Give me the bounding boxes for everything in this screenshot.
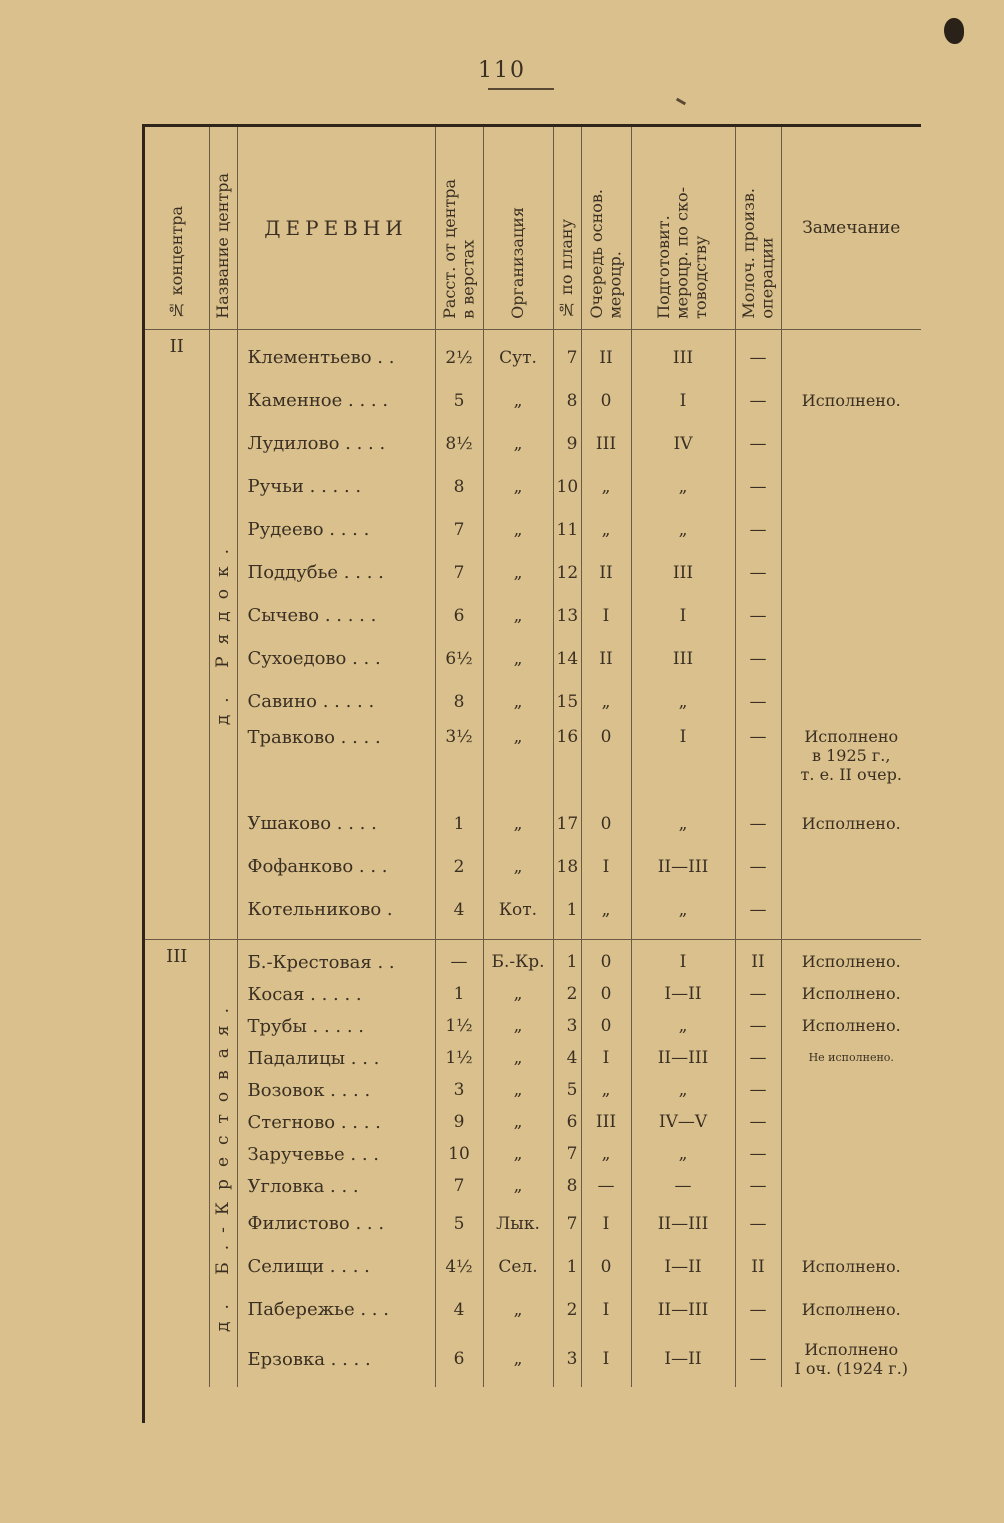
dairy-cell: — [735,1042,781,1074]
order-cell: 0 [581,1010,631,1042]
note-cell [781,1074,921,1106]
distance-cell: 1½ [435,1042,483,1074]
order-cell: III [581,422,631,465]
village-name: Сычево . . . . . [237,594,435,637]
distance-cell: 4 [435,888,483,931]
order-cell: II [581,637,631,680]
organization-cell: „ [483,1331,553,1387]
village-name: Поддубье . . . . [237,551,435,594]
plan-number-cell: 14 [553,637,581,680]
table-row [145,1106,921,1138]
village-name: Филистово . . . [237,1202,435,1245]
prep-cell: I [631,940,735,979]
prep-cell: II—III [631,1202,735,1245]
prep-cell: III [631,330,735,380]
dairy-cell: — [735,1202,781,1245]
order-cell: I [581,845,631,888]
table-row [145,465,921,508]
separator-cell [781,931,921,940]
distance-cell: 1½ [435,1010,483,1042]
plan-number-cell: 13 [553,594,581,637]
table-row [145,1170,921,1202]
prep-cell: I—II [631,1245,735,1288]
distance-cell: 4½ [435,1245,483,1288]
prep-cell: „ [631,802,735,845]
header-dairy: Молоч. произв. операции [735,127,781,330]
village-name: Трубы . . . . . [237,1010,435,1042]
village-name: Рудеево . . . . [237,508,435,551]
table-row [145,940,921,979]
village-name: Котельниково . [237,888,435,931]
table-row [145,1010,921,1042]
note-cell: Исполнено. [801,1256,901,1276]
distance-cell: 2½ [435,330,483,380]
note-cell [781,1202,921,1245]
organization-cell: „ [483,1170,553,1202]
distance-cell: 1 [435,978,483,1010]
order-cell: III [581,1106,631,1138]
note-cell [781,551,921,594]
note-cell [781,594,921,637]
organization-cell: „ [483,680,553,723]
order-cell: I [581,594,631,637]
distance-cell: 6½ [435,637,483,680]
table-row [145,845,921,888]
prep-cell: IV [631,422,735,465]
note-cell [781,845,921,888]
prep-cell: „ [631,1074,735,1106]
dairy-cell: — [735,845,781,888]
separator-cell [483,931,553,940]
order-cell: 0 [581,379,631,422]
dairy-cell: II [735,1245,781,1288]
plan-number-cell: 5 [553,1074,581,1106]
note-cell: Исполнено. [801,1299,901,1319]
note-cell: Исполнено. [801,984,901,1004]
center-name: д. Рядок. [209,330,237,932]
organization-cell: „ [483,379,553,422]
dairy-cell: — [735,802,781,845]
plan-number-cell: 1 [553,1245,581,1288]
page-number-rule [488,88,554,90]
plan-number-cell: 15 [553,680,581,723]
header-villages: ДЕРЕВНИ [237,127,435,330]
organization-cell: „ [483,422,553,465]
group-separator [145,931,921,940]
prep-cell: I—II [631,1331,735,1387]
distance-cell: 3 [435,1074,483,1106]
dairy-cell: — [735,330,781,380]
table-row [145,1202,921,1245]
dairy-cell: — [735,978,781,1010]
dairy-cell: — [735,1138,781,1170]
distance-cell: 8½ [435,422,483,465]
order-cell: „ [581,1074,631,1106]
prep-cell: IV—V [631,1106,735,1138]
note-cell: Исполнено. [801,1016,901,1036]
organization-cell: „ [483,802,553,845]
order-cell: „ [581,465,631,508]
table-row [145,1042,921,1074]
note-cell: Исполнено I оч. (1924 г.) [794,1339,909,1378]
note-cell: Исполнено. [801,390,901,410]
order-cell: 0 [581,723,631,802]
distance-cell: 3½ [435,723,483,802]
plan-number-cell: 3 [553,1331,581,1387]
table-row [145,1331,921,1387]
order-cell: „ [581,888,631,931]
note-cell: Исполнено. [801,813,901,833]
organization-cell: Кот. [483,888,553,931]
order-cell: 0 [581,1245,631,1288]
table-row [145,978,921,1010]
header-organization: Организация [483,127,553,330]
plan-number-cell: 8 [553,379,581,422]
prep-cell: „ [631,888,735,931]
dairy-cell: — [735,680,781,723]
plan-number-cell: 18 [553,845,581,888]
prep-cell: „ [631,680,735,723]
table-row [145,723,921,802]
village-name: Ушаково . . . . [237,802,435,845]
separator-cell [553,931,581,940]
distance-cell: 4 [435,1288,483,1331]
village-name: Падалицы . . . [237,1042,435,1074]
village-name: Савино . . . . . [237,680,435,723]
village-name: Косая . . . . . [237,978,435,1010]
note-cell [781,637,921,680]
separator-cell [145,931,209,940]
page-number: 110 [478,58,526,83]
header-order: Очередь основ. мероцр. [581,127,631,330]
plan-number-cell: 11 [553,508,581,551]
table-row [145,1138,921,1170]
village-name: Травково . . . . [237,723,435,802]
organization-cell: „ [483,845,553,888]
dairy-cell: — [735,551,781,594]
concentr-number: III [145,940,209,1388]
organization-cell: „ [483,978,553,1010]
separator-cell [735,931,781,940]
dairy-cell: — [735,1074,781,1106]
plan-number-cell: 1 [553,940,581,979]
table-row [145,680,921,723]
organization-cell: „ [483,723,553,802]
dairy-cell: — [735,508,781,551]
concentr-number: II [145,330,209,932]
plan-number-cell: 2 [553,1288,581,1331]
order-cell: II [581,330,631,380]
village-name: Угловка . . . [237,1170,435,1202]
distance-cell: 2 [435,845,483,888]
village-name: Б.-Крестовая . . [237,940,435,979]
separator-cell [237,931,435,940]
prep-cell: III [631,637,735,680]
dairy-cell: — [735,1106,781,1138]
plan-number-cell: 7 [553,330,581,380]
table-row [145,1288,921,1331]
village-name: Ерзовка . . . . [237,1331,435,1387]
header-concentr: № концентра [145,127,209,330]
header-prep: Подготовит. мероцр. по ско- товодству [631,127,735,330]
village-name: Пабережье . . . [237,1288,435,1331]
village-name: Селищи . . . . [237,1245,435,1288]
distance-cell: 5 [435,1202,483,1245]
note-cell [781,508,921,551]
prep-cell: „ [631,465,735,508]
distance-cell: 7 [435,551,483,594]
header-distance: Расст. от центра в верстах [435,127,483,330]
dairy-cell: — [735,465,781,508]
note-cell [781,1138,921,1170]
distance-cell: 7 [435,508,483,551]
note-cell [781,888,921,931]
plan-number-cell: 2 [553,978,581,1010]
order-cell: II [581,551,631,594]
dairy-cell: — [735,1288,781,1331]
table-row [145,802,921,845]
order-cell: „ [581,1138,631,1170]
organization-cell: „ [483,1010,553,1042]
table-row [145,637,921,680]
distance-cell: 9 [435,1106,483,1138]
plan-number-cell: 10 [553,465,581,508]
prep-cell: „ [631,1138,735,1170]
prep-cell: I [631,723,735,802]
dairy-cell: — [735,1331,781,1387]
separator-cell [209,931,237,940]
prep-cell: II—III [631,1288,735,1331]
header-note: Замечание [781,127,921,330]
separator-cell [435,931,483,940]
prep-cell: „ [631,1010,735,1042]
village-name: Заручевье . . . [237,1138,435,1170]
dairy-cell: — [735,888,781,931]
separator-cell [631,931,735,940]
village-name: Стегново . . . . [237,1106,435,1138]
dairy-cell: — [735,637,781,680]
order-cell: „ [581,680,631,723]
table-row [145,508,921,551]
table-row [145,422,921,465]
prep-cell: — [631,1170,735,1202]
note-cell: Не исполнено. [808,1051,894,1065]
table-row [145,330,921,380]
table-row [145,888,921,931]
note-cell: Исполнено в 1925 г., т. е. II очер. [800,727,902,785]
note-cell [781,330,921,380]
order-cell: I [581,1331,631,1387]
plan-number-cell: 3 [553,1010,581,1042]
prep-cell: I [631,379,735,422]
order-cell: 0 [581,940,631,979]
header-center: Название центра [209,127,237,330]
note-cell [781,680,921,723]
plan-number-cell: 7 [553,1138,581,1170]
village-name: Каменное . . . . [237,379,435,422]
table-row [145,1245,921,1288]
table-row [145,379,921,422]
order-cell: 0 [581,802,631,845]
distance-cell: 6 [435,1331,483,1387]
order-cell: — [581,1170,631,1202]
dairy-cell: — [735,422,781,465]
villages-table-frame [142,124,921,1423]
dairy-cell: — [735,594,781,637]
organization-cell: „ [483,551,553,594]
organization-cell: Б.-Кр. [483,940,553,979]
ink-mark [676,98,686,106]
prep-cell: II—III [631,845,735,888]
header-plan-no: № по плану [553,127,581,330]
plan-number-cell: 8 [553,1170,581,1202]
distance-cell: 6 [435,594,483,637]
organization-cell: „ [483,1042,553,1074]
dairy-cell: — [735,1010,781,1042]
distance-cell: 1 [435,802,483,845]
note-cell [781,1106,921,1138]
dairy-cell: — [735,1170,781,1202]
organization-cell: Лык. [483,1202,553,1245]
center-name: д. Б.-Крестовая. [209,940,237,1388]
distance-cell: 7 [435,1170,483,1202]
prep-cell: „ [631,508,735,551]
plan-number-cell: 17 [553,802,581,845]
organization-cell: „ [483,1138,553,1170]
order-cell: I [581,1202,631,1245]
plan-number-cell: 12 [553,551,581,594]
dairy-cell: II [735,940,781,979]
village-name: Фофанково . . . [237,845,435,888]
village-name: Возовок . . . . [237,1074,435,1106]
village-name: Ручьи . . . . . [237,465,435,508]
prep-cell: II—III [631,1042,735,1074]
plan-number-cell: 6 [553,1106,581,1138]
dairy-cell: — [735,379,781,422]
villages-table [145,127,921,1387]
organization-cell: „ [483,1106,553,1138]
prep-cell: I [631,594,735,637]
table-header-row [145,127,921,330]
organization-cell: „ [483,508,553,551]
plan-number-cell: 4 [553,1042,581,1074]
distance-cell: 8 [435,465,483,508]
organization-cell: „ [483,1074,553,1106]
plan-number-cell: 7 [553,1202,581,1245]
distance-cell: — [435,940,483,979]
plan-number-cell: 16 [553,723,581,802]
organization-cell: „ [483,465,553,508]
prep-cell: I—II [631,978,735,1010]
table-row [145,1074,921,1106]
note-cell: Исполнено. [801,952,901,972]
dairy-cell: — [735,723,781,802]
distance-cell: 10 [435,1138,483,1170]
village-name: Лудилово . . . . [237,422,435,465]
organization-cell: „ [483,594,553,637]
organization-cell: Сел. [483,1245,553,1288]
order-cell: 0 [581,978,631,1010]
order-cell: „ [581,508,631,551]
note-cell [781,1170,921,1202]
distance-cell: 5 [435,379,483,422]
village-name: Сухоедово . . . [237,637,435,680]
ink-blot [944,18,964,44]
note-cell [781,422,921,465]
order-cell: I [581,1288,631,1331]
note-cell [781,465,921,508]
plan-number-cell: 1 [553,888,581,931]
organization-cell: „ [483,637,553,680]
order-cell: I [581,1042,631,1074]
village-name: Клементьево . . [237,330,435,380]
prep-cell: III [631,551,735,594]
separator-cell [581,931,631,940]
table-row [145,594,921,637]
distance-cell: 8 [435,680,483,723]
plan-number-cell: 9 [553,422,581,465]
organization-cell: „ [483,1288,553,1331]
table-row [145,551,921,594]
organization-cell: Сут. [483,330,553,380]
